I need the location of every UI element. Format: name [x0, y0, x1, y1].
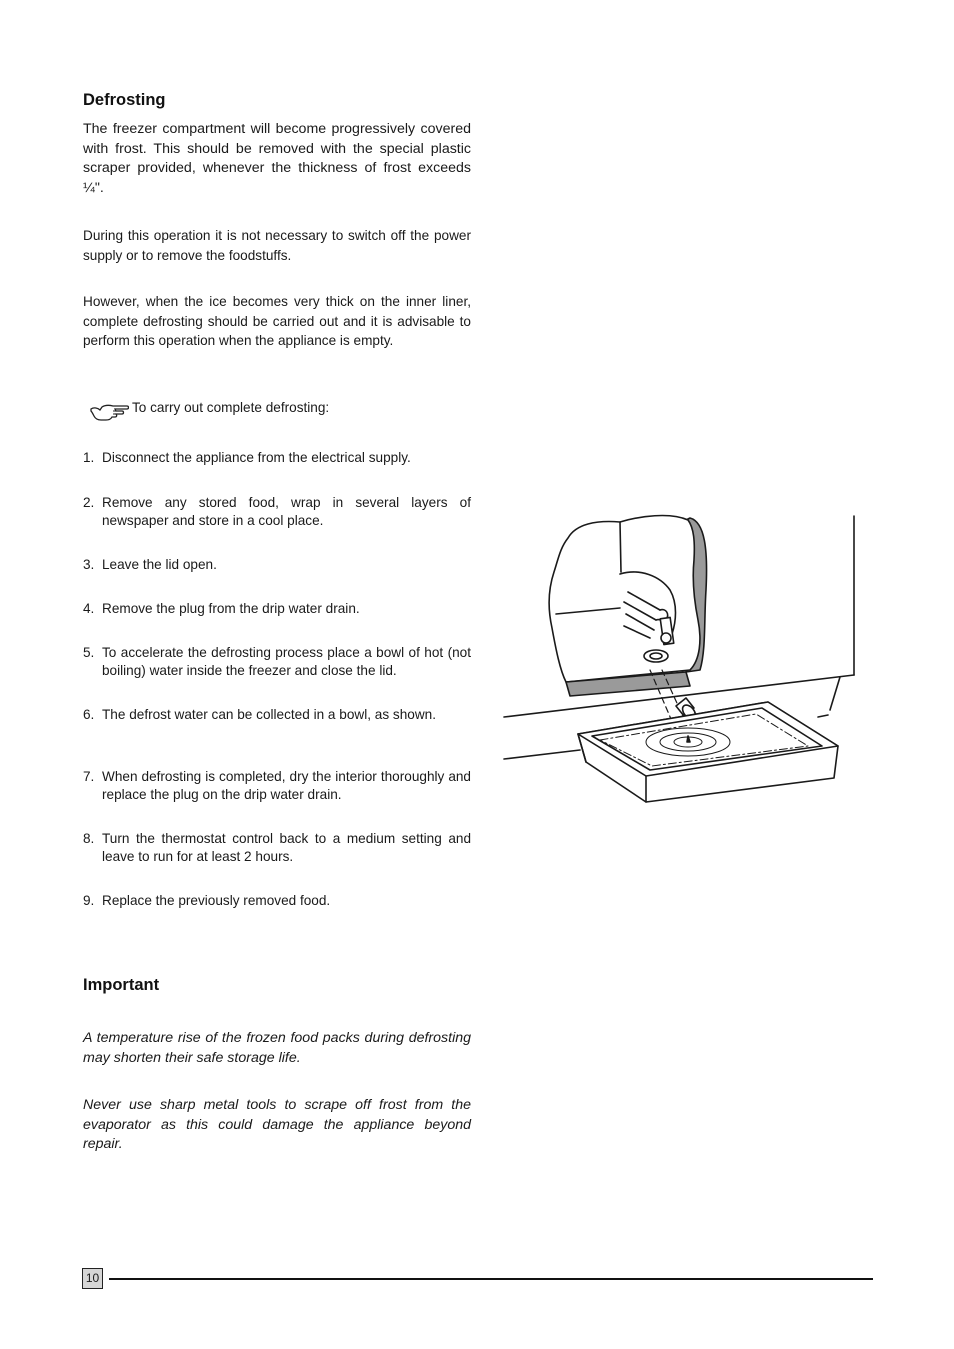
- section-heading-important: Important: [83, 976, 160, 994]
- list-item: 2. Remove any stored food, wrap in several layers of newspaper and store in a cool place.: [83, 495, 471, 528]
- note-text: To carry out complete defrosting:: [132, 400, 330, 415]
- list-item: 3. Leave the lid open.: [83, 557, 217, 572]
- warning-temperature-rise: A temperature rise of the frozen food packs during defrosting may shorten their safe storage life.: [83, 1030, 471, 1066]
- list-item: 5. To accelerate the defrosting process place a bowl of hot (not boiling) water inside the freezer and close the lid.: [83, 645, 471, 678]
- list-item: 7. When defrosting is completed, dry the interior thoroughly and replace the plug on the drip water drain.: [83, 769, 471, 802]
- paragraph-complete-defrost: However, when the ice becomes very thick on the inner liner, complete defrosting should be carried out and it is advisable to perform this operation when the appliance is empty.: [83, 294, 471, 348]
- section-heading-defrosting: Defrosting: [83, 91, 166, 109]
- paragraph-no-switch-off: During this operation it is not necessary to switch off the power supply or to remove the foodstuffs.: [83, 228, 471, 263]
- footer-rule: [109, 1278, 873, 1280]
- list-item: 1. Disconnect the appliance from the electrical supply.: [83, 450, 411, 465]
- page-number: 10: [82, 1268, 103, 1289]
- freezer-drain-bowl-drawing: [500, 510, 860, 810]
- list-item: 8. Turn the thermostat control back to a medium setting and leave to run for at least 2 hours.: [83, 831, 471, 864]
- drain-illustration: [500, 510, 860, 815]
- note-complete-defrosting: [83, 399, 471, 425]
- list-item: 9. Replace the previously removed food.: [83, 893, 331, 908]
- paragraph-frost-intro: The freezer compartment will become progressively covered with frost. This should be removed with the special plastic scraper provided, whenever the thickness of frost exceeds ¼".: [83, 121, 471, 196]
- list-item: 4. Remove the plug from the drip water drain.: [83, 601, 360, 616]
- warning-sharp-tools: Never use sharp metal tools to scrape off frost from the evaporator as this could damage the appliance beyond repair.: [83, 1097, 471, 1152]
- list-item: 6. The defrost water can be collected in a bowl, as shown.: [83, 707, 436, 722]
- pointing-hand-icon: [89, 401, 129, 423]
